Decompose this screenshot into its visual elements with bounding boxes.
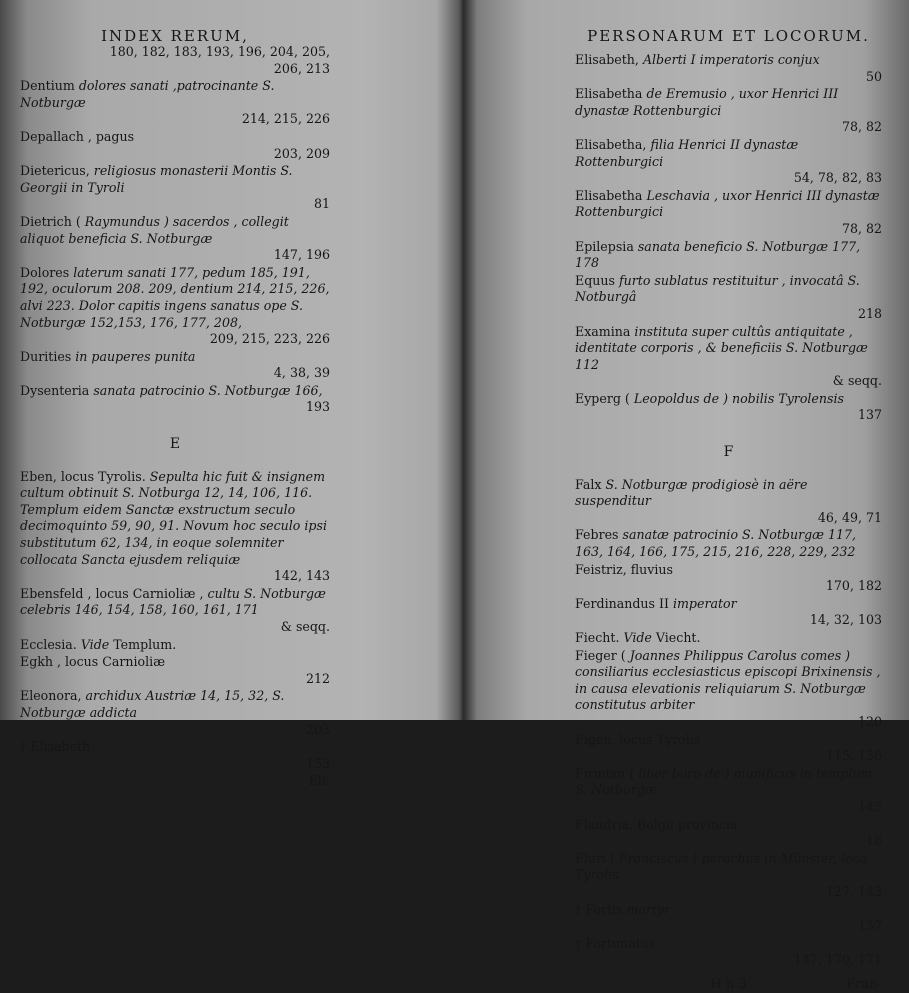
entry-description: dolores sanati ,patrocinante S. Notburgæ — [20, 78, 275, 110]
entry-page-numbers: 203 — [305, 721, 330, 737]
entry-description: S. Notburgæ prodigiosè in aëre suspenditur — [575, 476, 808, 509]
page-footer — [575, 977, 882, 993]
entry-description: archidux Austriæ 14, 15, 32, S. Notburgæ addicta — [20, 688, 285, 720]
entry-page-numbers: 115, 136 — [825, 748, 882, 764]
entry-headword: Dietrich ( — [20, 213, 81, 229]
entry-headword: Examina — [575, 323, 631, 339]
index-entry — [575, 936, 882, 969]
entry-page-numbers: 147, 196 — [273, 247, 330, 263]
entry-page-numbers: 50 — [865, 68, 882, 84]
entry-headword: Elisabetha — [575, 187, 643, 203]
entry-page-numbers: 127, 143 — [825, 883, 882, 899]
index-entry — [20, 265, 330, 348]
index-entry — [575, 137, 882, 187]
index-entry — [575, 86, 882, 136]
entry-description: Joannes Philippus Carolus comes ) consiliarius ecclesiasticus episcopi Brixinensis , in causa elevationis reliquiarum S. Notburgæ constitutus arbiter — [575, 647, 881, 713]
entry-page-numbers: 153 — [305, 755, 330, 771]
entry-description: de Eremusio , uxor Henrici III dynastæ Rottenburgici — [575, 86, 839, 118]
entry-page-numbers: 137 — [857, 407, 882, 423]
left-top-continuation — [20, 44, 330, 77]
entry-page-numbers: & seqq. — [832, 373, 882, 389]
entry-cross-reference: Templum. — [113, 636, 177, 652]
entry-headword: Ferdinandus II — [575, 595, 669, 611]
index-entry — [575, 239, 882, 272]
entry-description: Raymundus ) sacerdos , collegit aliquot beneficia S. Notburgæ — [20, 213, 289, 246]
entry-headword: Depallach , pagus — [20, 128, 135, 144]
entry-headword: Elisabetha, — [575, 136, 647, 152]
entry-page-numbers: 170, 182 — [825, 578, 882, 594]
entry-description: Sepulta hic fuit & insignem cultum obtinuit S. Notburga 12, 14, 106, 116. Templum eidem Sanctæ exstructum seculo decimoquinto 59, 90, 91. Novum hoc seculo ipsi substitutum 62, 134, in eoque solemniter collocata Sancta ejusdem reliquiæ — [20, 468, 327, 567]
entry-headword: Egkh , locus Carnioliæ — [20, 654, 166, 670]
entry-headword: Fluri ( — [575, 850, 615, 866]
entry-description: Vide — [80, 636, 110, 652]
index-entry — [575, 562, 882, 595]
entry-description: in pauperes punita — [75, 348, 196, 364]
entry-description: Leschavia , uxor Henrici III dynastæ Rottenburgici — [575, 187, 880, 220]
entry-description: furto sublatus restituitur , invocatâ S. Notburgâ — [575, 272, 860, 305]
index-entry — [575, 902, 882, 935]
entry-page-numbers: 203, 209 — [273, 145, 330, 161]
entry-page-numbers: 214, 215, 226 — [241, 111, 330, 127]
right-f-entries — [575, 477, 882, 969]
index-entry — [575, 527, 882, 560]
index-entry — [20, 739, 330, 772]
section-letter-e: E — [169, 436, 181, 453]
entry-headword: Dietericus, — [20, 163, 90, 179]
entry-headword: Ecclesia. — [20, 636, 77, 652]
index-entry — [575, 851, 882, 901]
entry-page-numbers: 4, 38, 39 — [273, 365, 330, 381]
left-e-entries — [20, 469, 330, 773]
index-entry — [20, 214, 330, 264]
catchword: Fran- — [846, 976, 882, 992]
entry-headword: Eben, locus Tyrolis. — [20, 468, 146, 484]
entry-headword: Falx — [575, 476, 602, 492]
entry-page-numbers: 78, 82 — [841, 220, 882, 236]
entry-headword: Equus — [575, 272, 615, 288]
index-entry — [575, 477, 882, 527]
right-page — [575, 0, 882, 992]
left-d-entries — [20, 78, 330, 416]
left-running-header: INDEX RERUM, — [101, 27, 249, 45]
entry-description: martyr — [626, 901, 671, 917]
index-entry — [20, 688, 330, 738]
entry-headword: Dolores — [20, 264, 70, 280]
entry-headword: Feistriz, fluvius — [575, 561, 673, 577]
right-running-header: PERSONARUM ET LOCORUM. — [587, 27, 870, 45]
entry-headword: Firmian ( — [575, 765, 635, 781]
right-index-body — [575, 52, 882, 993]
index-entry — [20, 637, 330, 654]
left-page — [20, 0, 330, 789]
entry-description: Vide — [623, 630, 652, 645]
right-e-entries — [575, 52, 882, 424]
entry-cross-reference: Viecht. — [655, 630, 701, 645]
entry-description: sanata patrocinio S. Notburgæ 166, — [93, 382, 323, 398]
entry-headword: Febres — [575, 527, 619, 543]
index-entry — [575, 648, 882, 731]
entry-description: sanata beneficio S. Notburgæ 177, 178 — [575, 238, 861, 271]
index-entry — [575, 630, 882, 647]
index-entry — [575, 391, 882, 424]
entry-page-numbers: 145 — [857, 798, 882, 814]
entry-page-numbers: 18 — [865, 833, 882, 849]
index-entry — [20, 654, 330, 687]
index-entry — [575, 817, 882, 850]
entry-description: imperator — [672, 595, 737, 611]
entry-headword: Fieger ( — [575, 647, 626, 663]
index-entry — [575, 273, 882, 323]
index-entry — [20, 383, 330, 416]
entry-page-numbers: & seqq. — [280, 619, 330, 634]
index-entry — [20, 129, 330, 162]
entry-page-numbers: 218 — [857, 305, 882, 321]
index-entry — [575, 52, 882, 85]
index-entry — [20, 78, 330, 128]
entry-description: laterum sanati 177, pedum 185, 191, 192, oculorum 208. 209, dentium 214, 215, 226, alvi 223. Dolor capitis ingens sanatus ope S. Notburgæ 152,153, 176, 177, 208, — [20, 264, 330, 330]
entry-description: Alberti I imperatoris conjux — [642, 52, 820, 67]
entry-page-numbers: 193 — [305, 399, 330, 415]
catchword: Eli- — [308, 773, 330, 789]
entry-headword: † Fortunatus — [575, 935, 656, 951]
entry-page-numbers: 157 — [857, 918, 882, 934]
entry-headword: Eyperg ( — [575, 390, 630, 406]
index-entry — [20, 469, 330, 585]
left-index-body — [20, 44, 330, 790]
entry-page-numbers: 147, 170, 171 — [793, 952, 882, 968]
signature-mark: H h 3 — [710, 976, 747, 992]
index-entry — [575, 596, 882, 629]
entry-headword: Figen, locus Tyrolis — [575, 731, 701, 747]
entry-headword: Durities — [20, 348, 72, 364]
index-entry — [20, 586, 330, 636]
entry-headword: Epilepsia — [575, 238, 634, 254]
entry-headword: Dysenteria — [20, 382, 90, 398]
continuation-line: 180, 182, 183, 193, 196, 204, 205, — [109, 44, 330, 59]
entry-page-numbers: 14, 32, 103 — [809, 612, 882, 628]
entry-headword: Eleonora, — [20, 688, 82, 704]
entry-headword: Ebensfeld , locus Carnioliæ , — [20, 585, 204, 601]
index-entry — [575, 188, 882, 238]
entry-page-numbers: 212 — [305, 670, 330, 686]
entry-description: cultu S. Notburgæ celebris 146, 154, 158, 160, 161, 171 — [20, 585, 326, 618]
entry-description: filia Henrici II dynastæ Rottenburgici — [575, 136, 799, 169]
entry-description: Franciscus ) parochus in Münster, loco Tyrolis — [575, 850, 868, 883]
index-entry — [20, 349, 330, 382]
entry-headword: Fiecht. — [575, 630, 620, 645]
entry-description: religiosus monasterii Montis S. Georgii in Tyroli — [20, 163, 293, 195]
entry-page-numbers: 54, 78, 82, 83 — [793, 170, 882, 186]
index-entry — [575, 324, 882, 390]
entry-headword: Elisabeth, — [575, 52, 639, 67]
entry-description: liber baro de ) munificus in templum S. Notburgæ — [575, 765, 873, 798]
index-entry — [575, 732, 882, 765]
continuation-line: 206, 213 — [273, 60, 330, 76]
entry-description: Leopoldus de ) nobilis Tyrolensis — [633, 390, 844, 406]
entry-page-numbers: 46, 49, 71 — [817, 509, 882, 525]
entry-headword: † Elisabeth — [20, 739, 91, 755]
entry-page-numbers: 120 — [857, 713, 882, 729]
entry-headword: Flandria, Belgii provincia — [575, 816, 738, 832]
entry-headword: † Fortis — [575, 901, 623, 917]
entry-page-numbers: 81 — [313, 196, 330, 212]
entry-page-numbers: 78, 82 — [841, 119, 882, 135]
entry-page-numbers: 209, 215, 223, 226 — [209, 331, 330, 347]
index-entry — [575, 766, 882, 816]
entry-headword: Elisabetha — [575, 86, 643, 102]
entry-description: instituta super cultûs antiquitate , identitate corporis , & beneficiis S. Notburgæ 112 — [575, 323, 868, 372]
index-entry — [20, 163, 330, 213]
entry-description: sanatæ patrocinio S. Notburgæ 117, 163, 164, 166, 175, 215, 216, 228, 229, 232 — [575, 527, 857, 560]
entry-headword: Dentium — [20, 78, 75, 94]
entry-page-numbers: 142, 143 — [273, 568, 330, 584]
section-letter-f: F — [723, 444, 734, 461]
